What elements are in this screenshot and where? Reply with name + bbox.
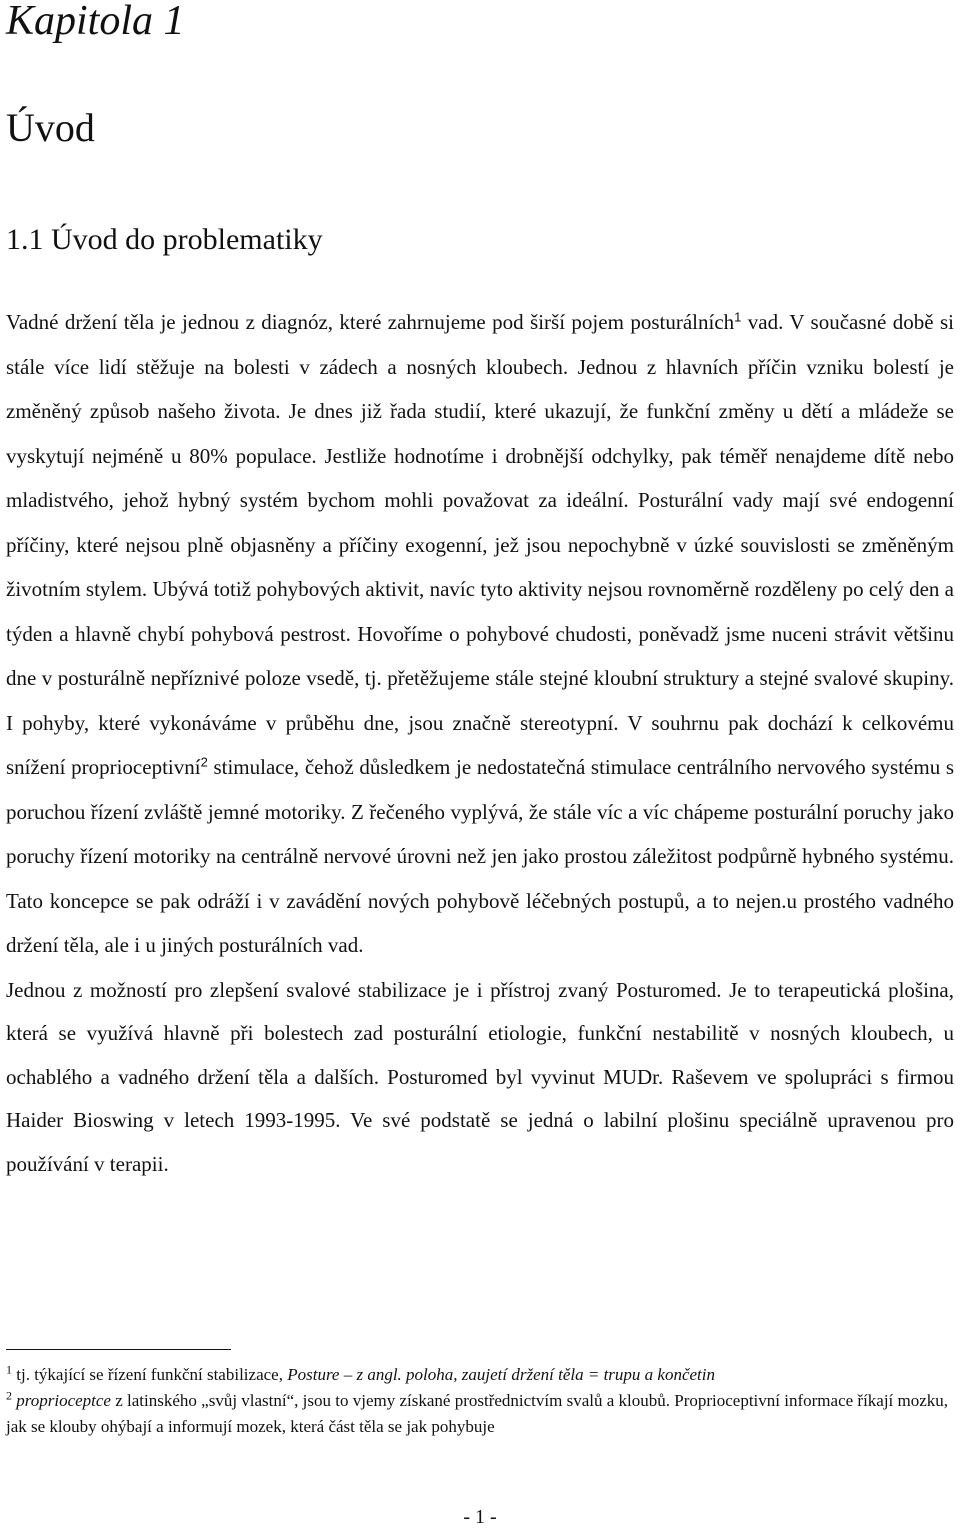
paragraph-1-b: vad. V současné době si stále více lidí stěžuje na bolesti v zádech a nosných kloubech. Jednou z hlavních příčin vzniku bolestí je změněný způsob našeho života. Je dnes již řada studií, které ukazují, že funkční změny u dětí a mládeže se vyskytují nejméně u 80% populace. Jestliže hodnotíme i drobnější odchylky, pak téměř nenajdeme dítě nebo mladistvého, jehož hybný systém bychom mohli považovat za ideální.: [6, 310, 954, 512]
footnote-1-number: 1: [6, 1362, 12, 1377]
footnote-2: [6, 1388, 954, 1440]
body-text: [6, 301, 954, 1186]
footnote-2-text: z latinského „svůj vlastní“, jsou to vjemy získané prostřednictvím svalů a kloubů. Proprioceptivní informace říkají mozku, jak se klouby ohýbají a informují mozek, která část těla se jak pohybuje: [6, 1391, 949, 1436]
footnote-2-term: proprioceptce: [12, 1391, 111, 1410]
footnote-2-number: 2: [6, 1388, 12, 1403]
chapter-heading: Kapitola 1: [6, 0, 185, 44]
paragraph-1-c: Posturální vady mají své endogenní příčiny, které nejsou plně objasněny a příčiny exogenní, jež jsou nepochybně v úzké souvislosti se změněným životním stylem.: [6, 488, 954, 601]
footnote-1-text: tj. týkající se řízení funkční stabilizace,: [12, 1365, 288, 1384]
footnote-ref-2: 2: [200, 754, 208, 770]
footnotes: [6, 1362, 954, 1440]
footnote-separator: [6, 1349, 231, 1350]
page-number: - 1 -: [463, 1506, 497, 1528]
paragraph-1-e: stimulace, čehož důsledkem je nedostatečná stimulace centrálního nervového systému s poruchou řízení zvláště jemné motoriky. Z řečeného vyplývá, že stále víc a víc chápeme posturální poruchy jako poruchy řízení motoriky na centrálně nervové úrovni než jen jako prostou záležitost podpůrně hybného systému. Tato koncepce se pak odráží i v zavádění nových pohybově léčebných postupů, a to nejen.u prostého vadného držení těla, ale i u jiných posturálních vad.: [6, 755, 955, 957]
footnote-1-italic: Posture – z angl. poloha, zaujetí držení těla = trupu a končetin: [287, 1365, 715, 1384]
footnote-ref-1: 1: [734, 309, 742, 325]
subsection-title: 1.1 Úvod do problematiky: [6, 223, 323, 256]
paragraph-1: [6, 301, 954, 969]
footnote-1: [6, 1362, 954, 1388]
paragraph-2: Jednou z možností pro zlepšení svalové stabilizace je i přístroj zvaný Posturomed. Je to terapeutická plošina, která se využívá hlavně při bolestech zad posturální etiologie, funkční nestabilitě v nosných kloubech, u ochablého a vadného držení těla a dalších. Posturomed byl vyvinut MUDr. Raševem ve spolupráci s firmou Haider Bioswing v letech 1993-1995. Ve své podstatě se jedná o labilní plošinu speciálně upravenou pro používání v terapii.: [6, 977, 954, 1176]
paragraph-1-d: Ubývá totiž pohybových aktivit, navíc tyto aktivity nejsou rovnoměrně rozděleny po celý den a týden a hlavně chybí pohybová pestrost. Hovoříme o pohybové chudosti, poněvadž jsme nuceni strávit většinu dne v posturálně nepříznivé poloze vsedě, tj. přetěžujeme stále stejné kloubní struktury a stejné svalové skupiny. I pohyby, které vykonáváme v průběhu dne, jsou značně stereotypní. V souhrnu pak dochází k celkovému snížení proprioceptivní: [6, 577, 955, 779]
section-title: Úvod: [6, 105, 95, 150]
paragraph-1-a: Vadné držení těla je jednou z diagnóz, které zahrnujeme pod širší pojem posturálních: [6, 310, 735, 334]
